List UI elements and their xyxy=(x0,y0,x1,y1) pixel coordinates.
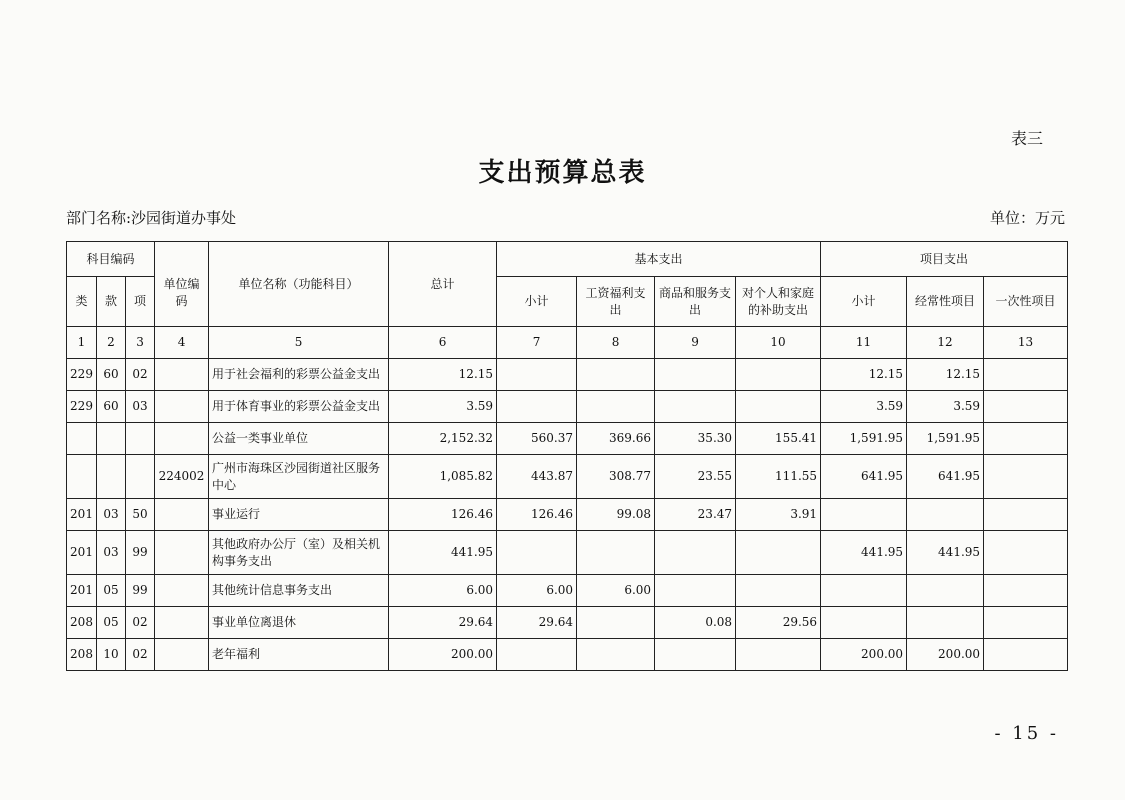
cell-unit-name: 事业单位离退休 xyxy=(209,607,389,639)
header-project-expenditure: 项目支出 xyxy=(821,242,1068,277)
cell-xiang: 02 xyxy=(126,639,155,671)
cell-total: 126.46 xyxy=(389,499,497,531)
cell-wages xyxy=(577,391,655,423)
cell-basic-subtotal: 443.87 xyxy=(497,455,577,499)
cell-project-subtotal xyxy=(821,575,907,607)
cell-unit-code xyxy=(155,391,209,423)
cell-lei: 208 xyxy=(67,607,97,639)
cell-wages xyxy=(577,531,655,575)
cell-unit-code xyxy=(155,607,209,639)
department-name: 部门名称:沙园街道办事处 xyxy=(66,209,237,227)
cell-kuan: 05 xyxy=(97,575,126,607)
cell-lei xyxy=(67,423,97,455)
cell-goods-services: 23.47 xyxy=(655,499,736,531)
cell-recurring: 441.95 xyxy=(907,531,984,575)
cell-recurring: 641.95 xyxy=(907,455,984,499)
cell-total: 29.64 xyxy=(389,607,497,639)
cell-basic-subtotal xyxy=(497,639,577,671)
header-unit-code: 单位编码 xyxy=(155,242,209,327)
column-number: 7 xyxy=(497,327,577,359)
cell-recurring: 12.15 xyxy=(907,359,984,391)
column-number: 10 xyxy=(736,327,821,359)
cell-personal-subsidy: 3.91 xyxy=(736,499,821,531)
header-basic-expenditure: 基本支出 xyxy=(497,242,821,277)
table-row xyxy=(67,499,1068,531)
column-number: 12 xyxy=(907,327,984,359)
cell-goods-services xyxy=(655,531,736,575)
cell-lei xyxy=(67,455,97,499)
cell-personal-subsidy xyxy=(736,575,821,607)
cell-xiang: 03 xyxy=(126,391,155,423)
cell-personal-subsidy xyxy=(736,531,821,575)
cell-wages: 308.77 xyxy=(577,455,655,499)
cell-basic-subtotal: 126.46 xyxy=(497,499,577,531)
column-number: 11 xyxy=(821,327,907,359)
cell-lei: 201 xyxy=(67,499,97,531)
cell-unit-name: 用于社会福利的彩票公益金支出 xyxy=(209,359,389,391)
cell-personal-subsidy: 29.56 xyxy=(736,607,821,639)
cell-unit-code xyxy=(155,639,209,671)
cell-kuan xyxy=(97,455,126,499)
cell-project-subtotal: 1,591.95 xyxy=(821,423,907,455)
cell-onetime xyxy=(984,423,1068,455)
cell-wages xyxy=(577,607,655,639)
column-number: 4 xyxy=(155,327,209,359)
header-basic-subtotal: 小计 xyxy=(497,277,577,327)
cell-personal-subsidy: 111.55 xyxy=(736,455,821,499)
table-row xyxy=(67,455,1068,499)
cell-personal-subsidy xyxy=(736,639,821,671)
cell-goods-services: 0.08 xyxy=(655,607,736,639)
header-personal-subsidy: 对个人和家庭的补助支出 xyxy=(736,277,821,327)
cell-onetime xyxy=(984,391,1068,423)
cell-personal-subsidy xyxy=(736,391,821,423)
cell-lei: 229 xyxy=(67,391,97,423)
cell-lei: 201 xyxy=(67,575,97,607)
cell-kuan: 03 xyxy=(97,499,126,531)
cell-unit-name: 广州市海珠区沙园街道社区服务中心 xyxy=(209,455,389,499)
table-row xyxy=(67,531,1068,575)
cell-kuan: 60 xyxy=(97,391,126,423)
cell-total: 200.00 xyxy=(389,639,497,671)
cell-kuan xyxy=(97,423,126,455)
cell-total: 2,152.32 xyxy=(389,423,497,455)
header-subject-code: 科目编码 xyxy=(67,242,155,277)
cell-total: 12.15 xyxy=(389,359,497,391)
column-number: 3 xyxy=(126,327,155,359)
cell-wages xyxy=(577,359,655,391)
cell-onetime xyxy=(984,607,1068,639)
cell-total: 1,085.82 xyxy=(389,455,497,499)
cell-recurring: 3.59 xyxy=(907,391,984,423)
cell-project-subtotal xyxy=(821,499,907,531)
page-number: - 15 - xyxy=(994,723,1059,744)
cell-project-subtotal: 441.95 xyxy=(821,531,907,575)
cell-unit-name: 其他统计信息事务支出 xyxy=(209,575,389,607)
cell-goods-services: 23.55 xyxy=(655,455,736,499)
cell-xiang: 02 xyxy=(126,607,155,639)
cell-xiang: 50 xyxy=(126,499,155,531)
cell-total: 441.95 xyxy=(389,531,497,575)
cell-onetime xyxy=(984,639,1068,671)
cell-wages: 6.00 xyxy=(577,575,655,607)
cell-project-subtotal: 200.00 xyxy=(821,639,907,671)
cell-wages: 369.66 xyxy=(577,423,655,455)
table-row xyxy=(67,359,1068,391)
cell-kuan: 05 xyxy=(97,607,126,639)
column-number: 5 xyxy=(209,327,389,359)
cell-goods-services xyxy=(655,639,736,671)
cell-project-subtotal: 641.95 xyxy=(821,455,907,499)
cell-recurring xyxy=(907,607,984,639)
header-xiang: 项 xyxy=(126,277,155,327)
cell-goods-services: 35.30 xyxy=(655,423,736,455)
header-lei: 类 xyxy=(67,277,97,327)
unit-label: 单位：万元 xyxy=(989,209,1065,227)
cell-basic-subtotal xyxy=(497,531,577,575)
cell-unit-name: 其他政府办公厅（室）及相关机构事务支出 xyxy=(209,531,389,575)
table-row xyxy=(67,639,1068,671)
cell-goods-services xyxy=(655,391,736,423)
cell-kuan: 60 xyxy=(97,359,126,391)
column-number: 8 xyxy=(577,327,655,359)
table-row xyxy=(67,391,1068,423)
cell-project-subtotal xyxy=(821,607,907,639)
table-row xyxy=(67,423,1068,455)
cell-project-subtotal: 3.59 xyxy=(821,391,907,423)
cell-goods-services xyxy=(655,359,736,391)
cell-lei: 201 xyxy=(67,531,97,575)
cell-unit-code xyxy=(155,499,209,531)
cell-basic-subtotal: 29.64 xyxy=(497,607,577,639)
cell-onetime xyxy=(984,499,1068,531)
header-kuan: 款 xyxy=(97,277,126,327)
column-number: 9 xyxy=(655,327,736,359)
cell-recurring: 200.00 xyxy=(907,639,984,671)
column-number: 1 xyxy=(67,327,97,359)
cell-xiang xyxy=(126,455,155,499)
cell-unit-name: 公益一类事业单位 xyxy=(209,423,389,455)
cell-total: 3.59 xyxy=(389,391,497,423)
cell-onetime xyxy=(984,531,1068,575)
table-label: 表三 xyxy=(1010,129,1043,148)
cell-personal-subsidy: 155.41 xyxy=(736,423,821,455)
page-title: 支出预算总表 xyxy=(478,158,647,188)
cell-kuan: 10 xyxy=(97,639,126,671)
cell-onetime xyxy=(984,359,1068,391)
column-number: 6 xyxy=(389,327,497,359)
cell-unit-code xyxy=(155,531,209,575)
table-row xyxy=(67,575,1068,607)
header-wages: 工资福利支出 xyxy=(577,277,655,327)
cell-recurring xyxy=(907,575,984,607)
cell-onetime xyxy=(984,455,1068,499)
cell-onetime xyxy=(984,575,1068,607)
header-recurring: 经常性项目 xyxy=(907,277,984,327)
cell-total: 6.00 xyxy=(389,575,497,607)
header-onetime: 一次性项目 xyxy=(984,277,1068,327)
cell-basic-subtotal: 6.00 xyxy=(497,575,577,607)
cell-xiang: 02 xyxy=(126,359,155,391)
cell-project-subtotal: 12.15 xyxy=(821,359,907,391)
cell-wages xyxy=(577,639,655,671)
cell-lei: 208 xyxy=(67,639,97,671)
header-goods-services: 商品和服务支出 xyxy=(655,277,736,327)
cell-unit-code xyxy=(155,575,209,607)
table-row xyxy=(67,607,1068,639)
cell-unit-code xyxy=(155,359,209,391)
cell-goods-services xyxy=(655,575,736,607)
column-number: 2 xyxy=(97,327,126,359)
cell-xiang: 99 xyxy=(126,575,155,607)
cell-kuan: 03 xyxy=(97,531,126,575)
cell-recurring xyxy=(907,499,984,531)
cell-wages: 99.08 xyxy=(577,499,655,531)
cell-personal-subsidy xyxy=(736,359,821,391)
header-unit-name: 单位名称（功能科目） xyxy=(209,242,389,327)
cell-unit-name: 事业运行 xyxy=(209,499,389,531)
cell-unit-name: 用于体育事业的彩票公益金支出 xyxy=(209,391,389,423)
expenditure-budget-table xyxy=(66,241,1068,671)
cell-unit-code: 224002 xyxy=(155,455,209,499)
cell-unit-code xyxy=(155,423,209,455)
column-number: 13 xyxy=(984,327,1068,359)
cell-xiang: 99 xyxy=(126,531,155,575)
cell-recurring: 1,591.95 xyxy=(907,423,984,455)
header-project-subtotal: 小计 xyxy=(821,277,907,327)
cell-unit-name: 老年福利 xyxy=(209,639,389,671)
cell-basic-subtotal xyxy=(497,359,577,391)
header-total: 总计 xyxy=(389,242,497,327)
cell-basic-subtotal: 560.37 xyxy=(497,423,577,455)
cell-xiang xyxy=(126,423,155,455)
cell-lei: 229 xyxy=(67,359,97,391)
cell-basic-subtotal xyxy=(497,391,577,423)
